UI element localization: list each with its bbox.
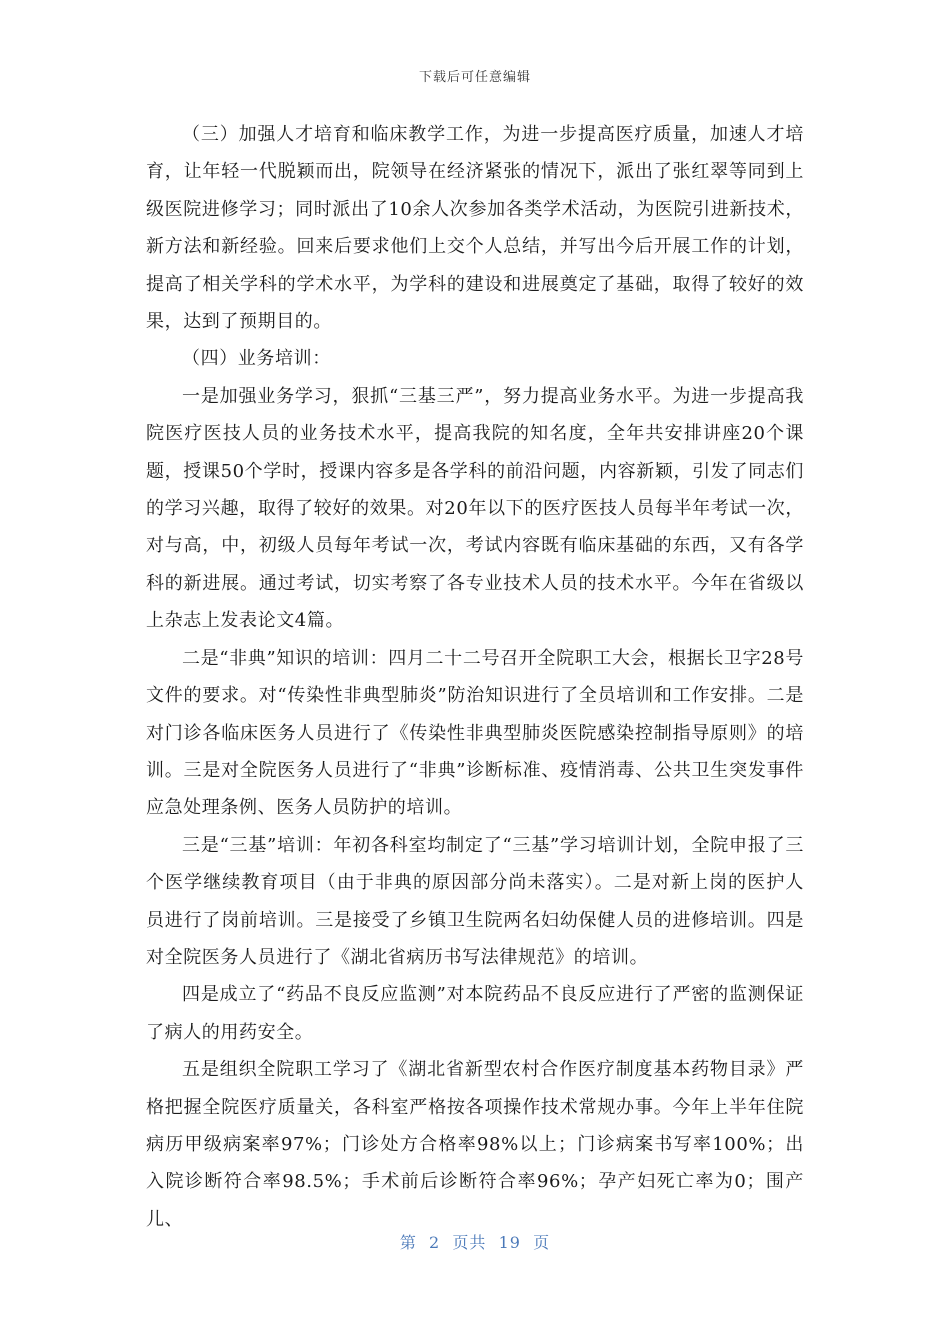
paragraph-three-basics-training: 三是“三基”培训：年初各科室均制定了“三基”学习培训计划，全院申报了三个医学继续教育项目（由于非典的原因部分尚未落实）。二是对新上岗的医护人员进行了岗前培训。三是接受了乡镇卫生院两名妇幼保健人员的进修培训。四是对全院医务人员进行了《湖北省病历书写法律规范》的培训。 — [146, 834, 804, 968]
paragraph-adverse-drug-monitoring: 四是成立了“药品不良反应监测”对本院药品不良反应进行了严密的监测保证了病人的用药安全。 — [146, 984, 804, 1043]
document-body — [146, 116, 804, 1238]
section-heading-business-training: （四）业务培训： — [182, 348, 331, 370]
paragraph-business-study: 一是加强业务学习，狠抓“三基三严”，努力提高业务水平。为进一步提高我院医疗医技人员的业务技术水平，提高我院的知名度，全年共安排讲座20个课题，授课50个学时，授课内容多是各学科的前沿问题，内容新颖，引发了同志们的学习兴趣，取得了较好的效果。对20年以下的医疗医技人员每半年考试一次，对与高，中，初级人员每年考试一次，考试内容既有临床基础的东西，又有各学科的新进展。通过考试，切实考察了各专业技术人员的技术水平。今年在省级以上杂志上发表论文4篇。 — [146, 385, 804, 632]
paragraph-sars-training: 二是“非典”知识的培训：四月二十二号召开全院职工大会，根据长卫字28号文件的要求。对“传染性非典型肺炎”防治知识进行了全员培训和工作安排。二是对门诊各临床医务人员进行了《传染性非典型肺炎医院感染控制指导原则》的培训。三是对全院医务人员进行了“非典”诊断标准、疫情消毒、公共卫生突发事件应急处理条例、医务人员防护的培训。 — [146, 647, 804, 819]
page-number-footer: 第 2 页共 19 页 — [399, 1233, 551, 1252]
page-header-note: 下载后可任意编辑 — [418, 70, 531, 85]
paragraph-quality-control: 五是组织全院职工学习了《湖北省新型农村合作医疗制度基本药物目录》严格把握全院医疗质量关，各科室严格按各项操作技术常规办事。今年上半年住院病历甲级病案率97%；门诊处方合格率98%以上；门诊病案书写率100%；出入院诊断符合率98.5%；手术前后诊断符合率96%；孕产妇死亡率为0；围产儿、 — [146, 1059, 804, 1230]
paragraph-talent-training: （三）加强人才培育和临床教学工作，为进一步提高医疗质量，加速人才培育，让年轻一代脱颖而出，院领导在经济紧张的情况下，派出了张红翠等同到上级医院进修学习；同时派出了10余人次参加各类学术活动，为医院引进新技术，新方法和新经验。回来后要求他们上交个人总结，并写出今后开展工作的计划，提高了相关学科的学术水平，为学科的建设和进展奠定了基础，取得了较好的效果，达到了预期目的。 — [146, 124, 804, 333]
